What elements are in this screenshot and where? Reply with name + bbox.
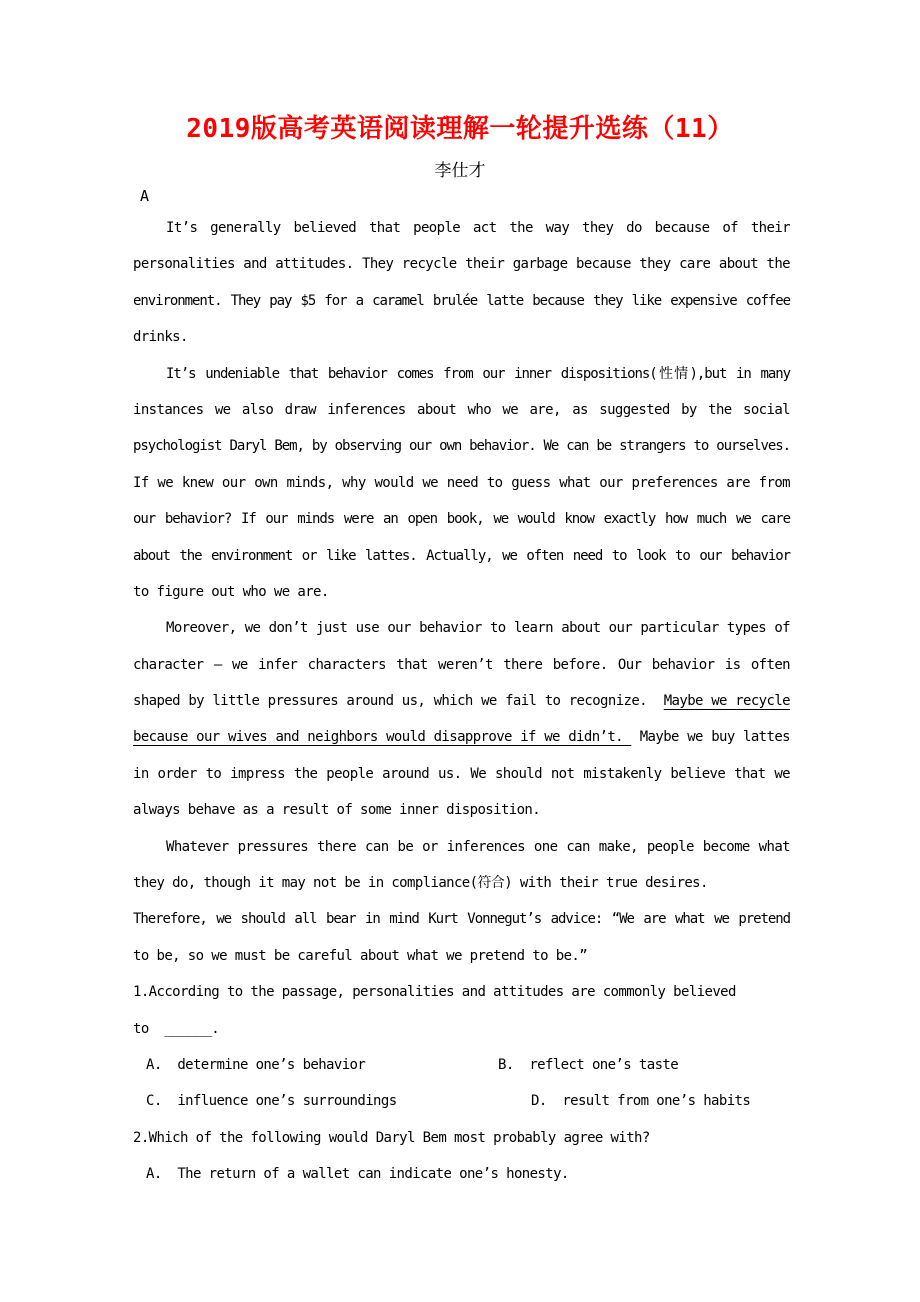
passage-line: psychologist Daryl Bem, by observing our own behavior. We can be strangers to ourselves.: [133, 438, 790, 455]
passage-line: Moreover, we don’t just use our behavior to learn about our particular types of: [166, 620, 790, 637]
passage-line: because our wives and neighbors would disapprove if we didn’t. Maybe we buy lattes: [133, 729, 790, 746]
passage-line: to figure out who we are.: [133, 583, 329, 600]
passage-line: character — we infer characters that weren’t there before. Our behavior is often: [133, 656, 790, 673]
passage-line: environment. They pay $5 for a caramel brulée latte because they like expensive coffee: [133, 292, 790, 309]
passage-line: our behavior? If our minds were an open book, we would know exactly how much we care: [133, 511, 790, 528]
passage-line: It’s generally believed that people act the way they do because of their: [166, 220, 790, 236]
passage-line: It’s undeniable that behavior comes from our inner dispositions(性情),but in many: [166, 365, 790, 382]
passage-line: to be, so we must be careful about what we pretend to be.”: [133, 947, 588, 964]
option-A: A. determine one’s behavior: [146, 1056, 366, 1073]
passage-line: in order to impress the people around us. We should not mistakenly believe that we: [133, 765, 790, 782]
passage-line: about the environment or like lattes. Actually, we often need to look to our behavior: [133, 547, 790, 564]
passage-content: [133, 210, 790, 1193]
question-1-options-row-2: [133, 1083, 790, 1119]
passage-line: Whatever pressures there can be or inferences one can make, people become what: [166, 838, 790, 855]
page-title: 2019版高考英语阅读理解一轮提升选练（11）: [186, 114, 734, 144]
passage-line: If we knew our own minds, why would we need to guess what our preferences are from: [133, 474, 790, 491]
underlined-text: because our wives and neighbors would disapprove if we didn’t.: [133, 729, 632, 746]
passage-line: personalities and attitudes. They recycle their garbage because they care about the: [133, 256, 790, 273]
option-C: C. influence one’s surroundings: [146, 1093, 397, 1110]
question-1-stem: 1.According to the passage, personalities and attitudes are commonly believed: [133, 984, 736, 1001]
option-D: D. result from one’s habits: [531, 1093, 751, 1110]
question-2-stem: 2.Which of the following would Daryl Bem most probably agree with?: [133, 1129, 650, 1146]
question-2-option-a: A. The return of a wallet can indicate one’s honesty.: [146, 1166, 569, 1183]
question-1-blank-line: to ______.: [133, 1020, 220, 1037]
passage-line: Therefore, we should all bear in mind Kurt Vonnegut’s advice: “We are what we pretend: [133, 911, 790, 928]
author: 李仕才: [434, 161, 486, 181]
passage-line: they do, though it may not be in compliance(符合) with their true desires.: [133, 875, 708, 892]
passage-line: drinks.: [133, 329, 188, 346]
section-label: A: [140, 187, 150, 205]
option-B: B. reflect one’s taste: [498, 1056, 679, 1073]
question-1-options-row-1: [133, 1047, 790, 1083]
passage-line: shaped by little pressures around us, which we fail to recognize. Maybe we recycle: [133, 693, 790, 710]
passage-line: instances we also draw inferences about who we are, as suggested by the social: [133, 401, 790, 418]
passage-line: always behave as a result of some inner disposition.: [133, 802, 541, 819]
underlined-text: Maybe we recycle: [663, 693, 790, 710]
